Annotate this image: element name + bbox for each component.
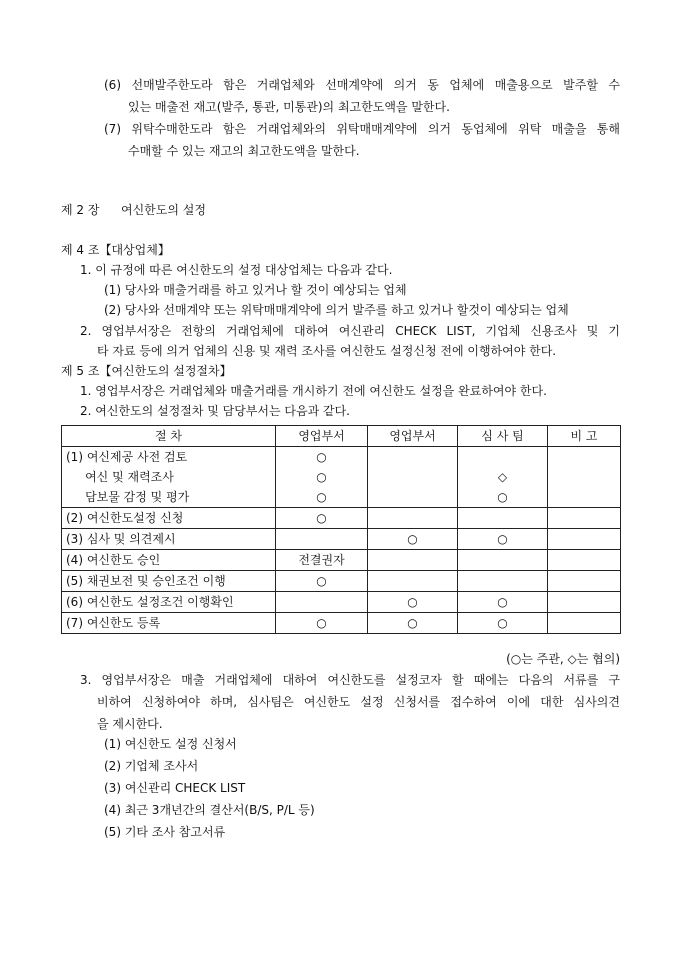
sales-1-cell: 전결권자	[276, 550, 368, 571]
remarks-cell	[548, 529, 621, 550]
review-cell: ◇	[458, 467, 548, 487]
step-cell: (7) 여신한도 등록	[62, 613, 276, 634]
review-cell: ○	[458, 613, 548, 634]
article-5-paragraph-1: 1. 영업부서장은 거래업체와 매출거래를 개시하기 전에 여신한도 설정을 완료하여야 한다.	[80, 384, 547, 398]
remarks-cell	[548, 550, 621, 571]
table-legend: (○는 주관, ◇는 협의)	[506, 652, 620, 666]
sales-2-cell	[368, 508, 458, 529]
review-cell	[458, 550, 548, 571]
sales-2-cell	[368, 447, 458, 468]
required-doc-item: (2) 기업체 조사서	[104, 759, 199, 773]
header-review-team: 심 사 팀	[458, 426, 548, 447]
article-4-paragraph-2-line-1: 2. 영업부서장은 전항의 거래업체에 대하여 여신관리 CHECK LIST, 기업체 신용조사 및 기	[80, 324, 620, 338]
sales-2-cell: ○	[368, 613, 458, 634]
table-row	[62, 529, 621, 550]
procedure-table	[61, 425, 621, 634]
table-row	[62, 592, 621, 613]
table-row	[62, 467, 621, 487]
review-cell: ○	[458, 529, 548, 550]
required-doc-item: (4) 최근 3개년간의 결산서(B/S, P/L 등)	[104, 803, 315, 817]
chapter-number: 제 2 장	[61, 203, 100, 217]
remarks-cell	[548, 447, 621, 468]
sales-1-cell: ○	[276, 467, 368, 487]
article-4-subitem-2: (2) 당사와 선매계약 또는 위탁매매계약에 의거 발주를 하고 있거나 할것이 예상되는 업체	[104, 303, 569, 317]
step-cell: (5) 채권보전 및 승인조건 이행	[62, 571, 276, 592]
remarks-cell	[548, 508, 621, 529]
sales-2-cell: ○	[368, 592, 458, 613]
table-row	[62, 550, 621, 571]
remarks-cell	[548, 571, 621, 592]
sales-2-cell	[368, 550, 458, 571]
step-cell: (3) 심사 및 의견제시	[62, 529, 276, 550]
review-cell	[458, 447, 548, 468]
header-remarks: 비 고	[548, 426, 621, 447]
required-doc-item: (1) 여신한도 설정 신청서	[104, 737, 237, 751]
table-row	[62, 613, 621, 634]
review-cell: ○	[458, 487, 548, 508]
remarks-cell	[548, 613, 621, 634]
sales-2-cell: ○	[368, 529, 458, 550]
sales-2-cell	[368, 571, 458, 592]
header-sales-dept-2: 영업부서	[368, 426, 458, 447]
remarks-cell	[548, 592, 621, 613]
remarks-cell	[548, 487, 621, 508]
header-step: 절 차	[62, 426, 276, 447]
sales-1-cell: ○	[276, 613, 368, 634]
table-header-row	[62, 426, 621, 447]
required-doc-item: (5) 기타 조사 참고서류	[104, 825, 226, 839]
header-sales-dept-1: 영업부서	[276, 426, 368, 447]
table-row	[62, 487, 621, 508]
sales-2-cell	[368, 467, 458, 487]
sales-1-cell: ○	[276, 571, 368, 592]
sales-1-cell	[276, 592, 368, 613]
definition-7-line-2: 수매할 수 있는 재고의 최고한도액을 말한다.	[128, 144, 360, 158]
article-4-subitem-1: (1) 당사와 매출거래를 하고 있거나 할 것이 예상되는 업체	[104, 283, 407, 297]
article-5-paragraph-2: 2. 여신한도의 설정절차 및 담당부서는 다음과 같다.	[80, 404, 350, 418]
article-4-paragraph-2-line-2: 타 자료 등에 의거 업체의 신용 및 재력 조사를 여신한도 설정신청 전에 이행하여야 한다.	[97, 344, 557, 358]
table-row	[62, 571, 621, 592]
step-cell: 여신 및 재력조사	[62, 467, 276, 487]
article-5-paragraph-3-line-3: 을 제시한다.	[97, 717, 163, 731]
definition-6-line-1: (6) 선매발주한도라 함은 거래업체와 선매계약에 의거 동 업체에 매출용으로 발주할 수	[104, 78, 620, 92]
sales-1-cell: ○	[276, 508, 368, 529]
step-cell: 담보물 감정 및 평가	[62, 487, 276, 508]
article-5-paragraph-3-line-2: 비하여 신청하여야 하며, 심사팀은 여신한도 설정 신청서를 접수하여 이에 대한 심사의견	[97, 695, 620, 709]
table-row	[62, 447, 621, 468]
step-cell: (4) 여신한도 승인	[62, 550, 276, 571]
article-4-heading: 제 4 조【대상업체】	[61, 243, 170, 257]
sales-2-cell	[368, 487, 458, 508]
step-cell: (2) 여신한도설정 신청	[62, 508, 276, 529]
sales-1-cell: ○	[276, 487, 368, 508]
chapter-title: 여신한도의 설정	[121, 203, 206, 217]
article-5-paragraph-3-line-1: 3. 영업부서장은 매출 거래업체에 대하여 여신한도를 설정코자 할 때에는 다음의 서류를 구	[80, 673, 620, 687]
required-doc-item: (3) 여신관리 CHECK LIST	[104, 781, 246, 795]
remarks-cell	[548, 467, 621, 487]
article-4-paragraph-1: 1. 이 규정에 따른 여신한도의 설정 대상업체는 다음과 같다.	[80, 263, 393, 277]
sales-1-cell: ○	[276, 447, 368, 468]
review-cell	[458, 571, 548, 592]
definition-7-line-1: (7) 위탁수매한도라 함은 거래업체와의 위탁매매계약에 의거 동업체에 위탁 매출을 통해	[104, 122, 620, 136]
article-5-heading: 제 5 조【여신한도의 설정절차】	[61, 364, 232, 378]
step-cell: (1) 여신제공 사전 검토	[62, 447, 276, 468]
definition-6-line-2: 있는 매출전 재고(발주, 통관, 미통관)의 최고한도액을 말한다.	[128, 100, 450, 114]
review-cell	[458, 508, 548, 529]
step-cell: (6) 여신한도 설정조건 이행확인	[62, 592, 276, 613]
review-cell: ○	[458, 592, 548, 613]
table-row	[62, 508, 621, 529]
sales-1-cell	[276, 529, 368, 550]
